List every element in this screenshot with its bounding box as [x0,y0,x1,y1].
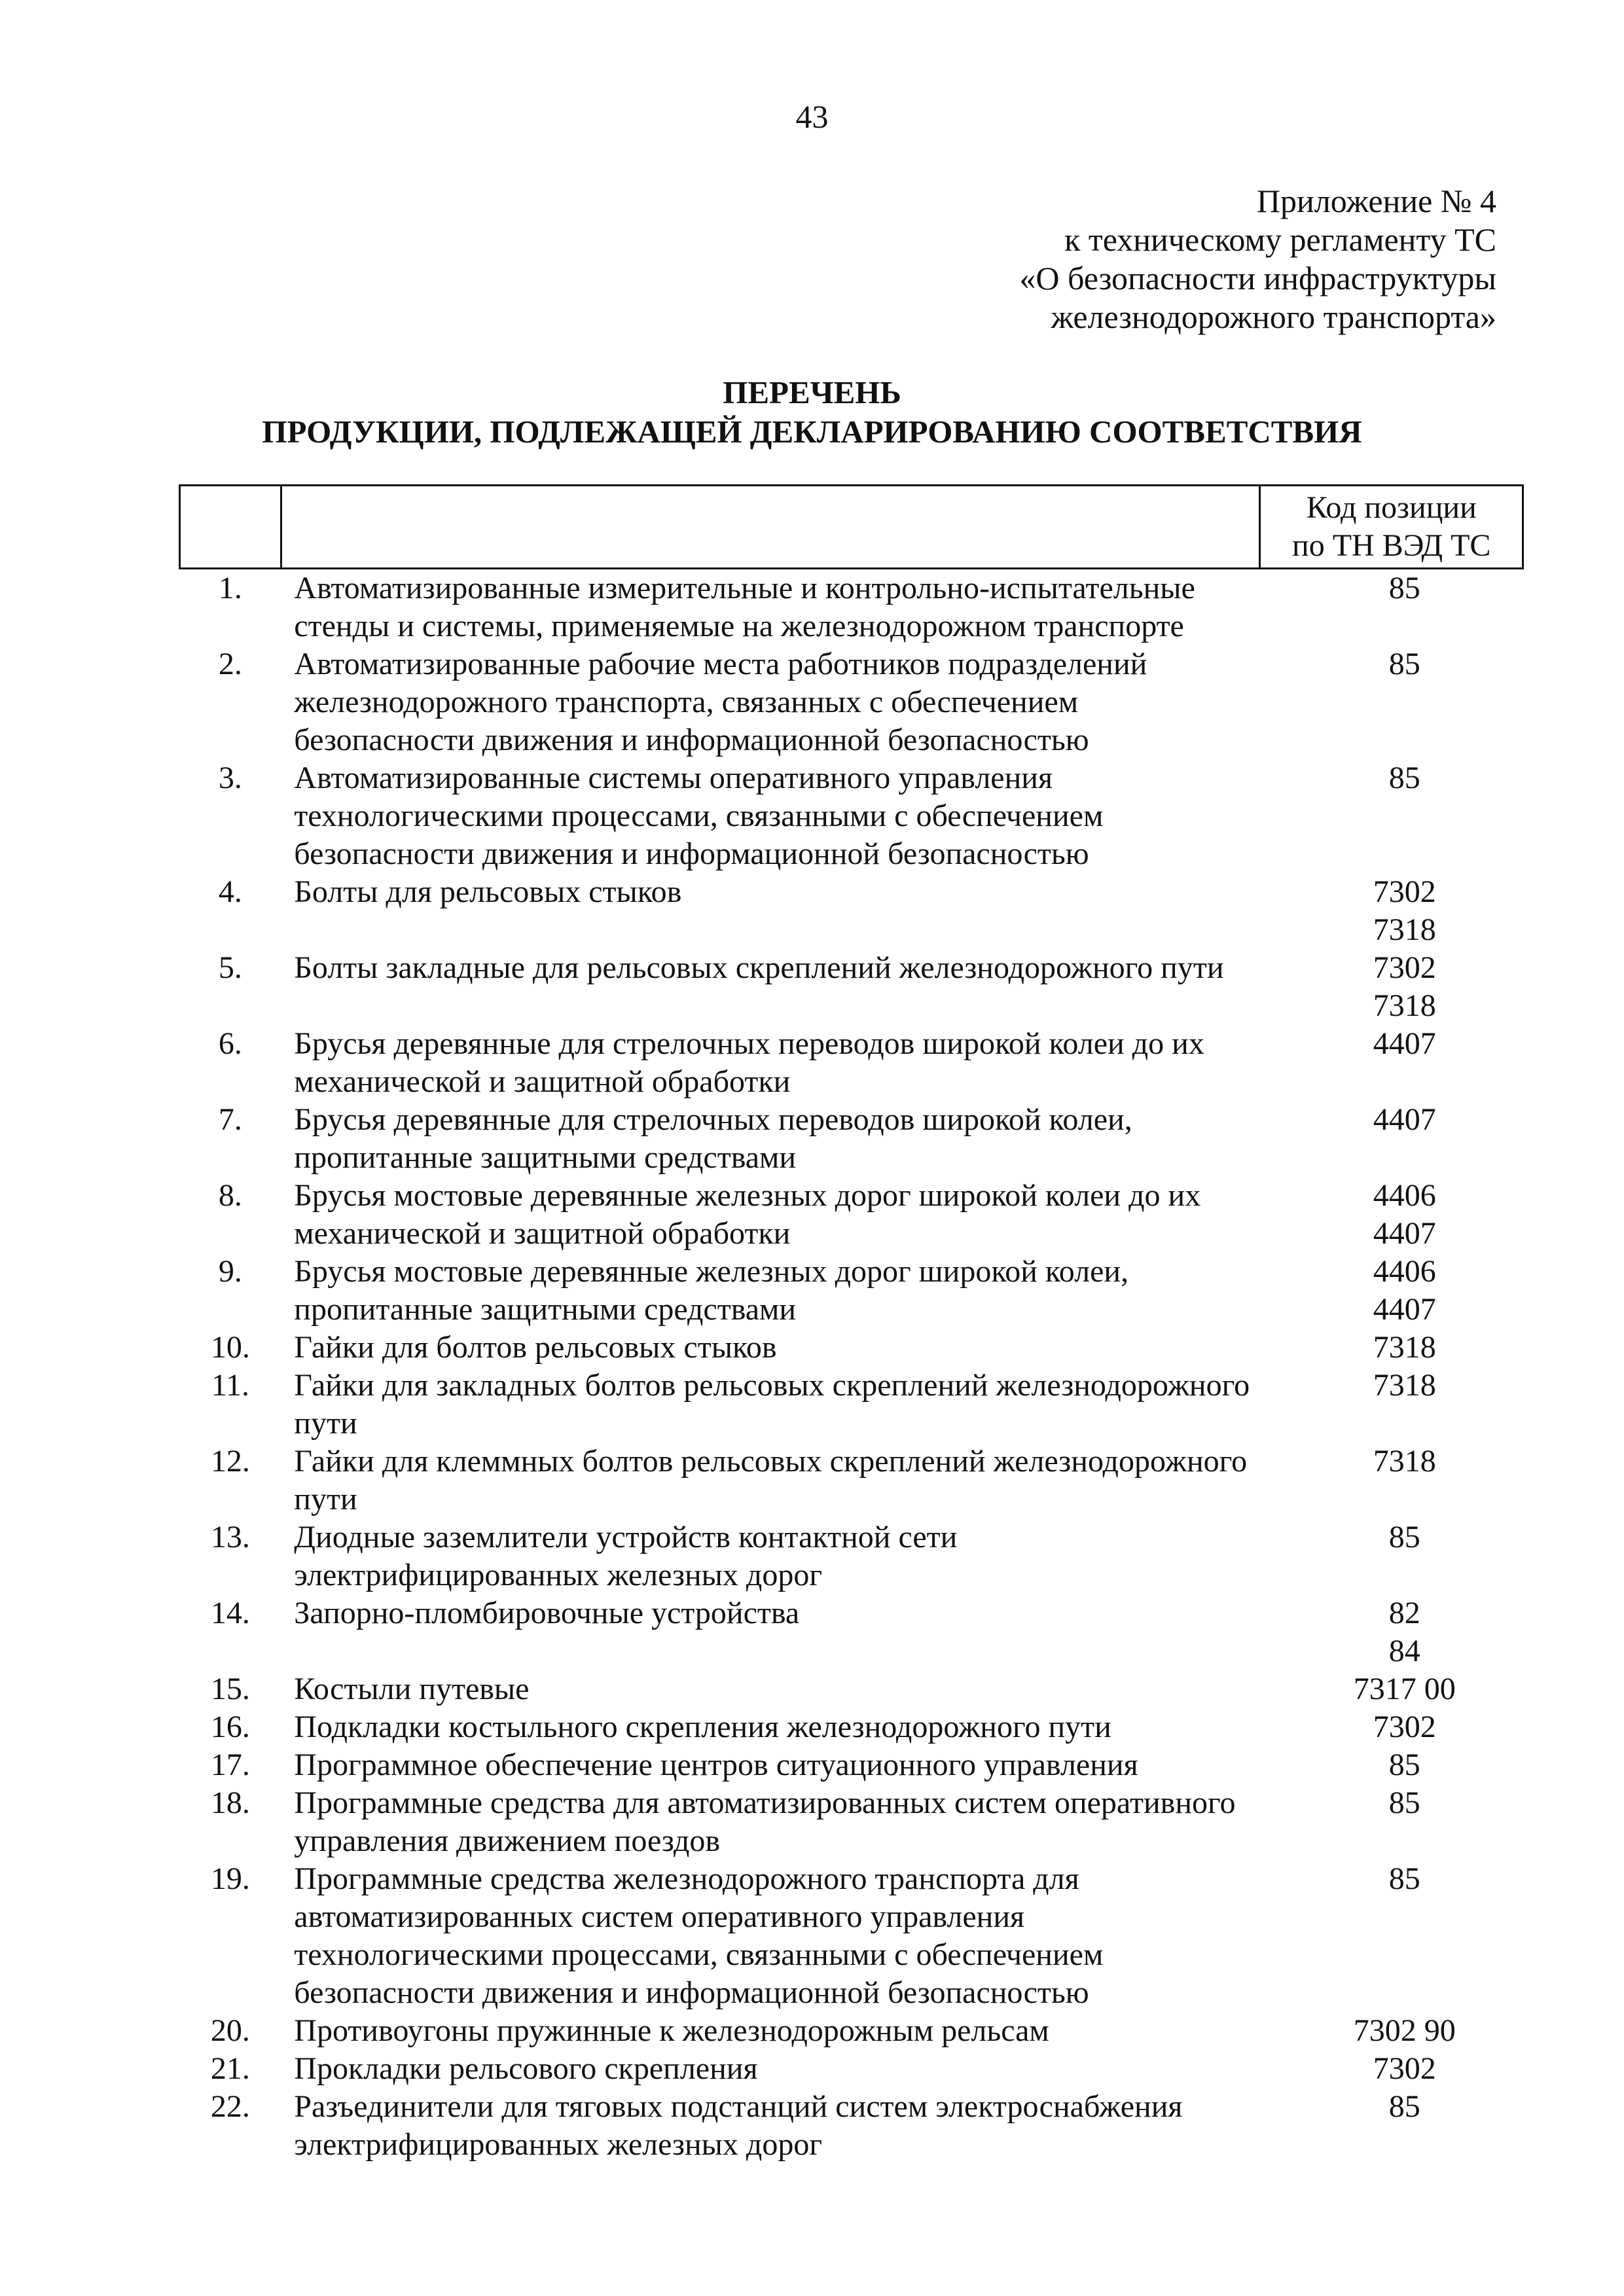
tnved-code: 85 [1388,647,1420,681]
tnved-code: 85 [1388,2089,1420,2124]
appendix-line: железнодорожного транспорта» [1051,298,1496,335]
row-number: 20. [210,2013,250,2048]
tnved-code-cell [1260,1101,1523,1177]
tnved-code-cell [1260,1708,1523,1746]
tnved-code: 7317 00 [1353,1672,1456,1706]
tnved-code-cell [1260,2088,1523,2164]
row-number: 13. [210,1520,250,1554]
row-number: 2. [218,647,242,681]
tnved-code-cell [1260,873,1523,949]
product-name: Гайки для закладных болтов рельсовых скреплений железнодорожного пути [294,1368,1250,1441]
tnved-code: 85 [1388,1785,1420,1820]
table-row [180,949,1523,1025]
tnved-code: 85 [1388,1520,1420,1554]
product-name: Автоматизированные измерительные и контрольно-испытательные стенды и системы, применяемые на железнодорожном транспорте [294,571,1195,643]
product-name: Автоматизированные рабочие места работников подразделений железнодорожного транспорта, связанных с обеспечением безопасности движения и информационной безопасностью [294,647,1147,757]
product-name: Брусья мостовые деревянные железных дорог широкой колеи, пропитанные защитными средствами [294,1254,1129,1327]
row-number: 6. [218,1026,242,1061]
appendix-line: «О безопасности инфраструктуры [1019,260,1496,296]
page-number: 43 [795,98,829,135]
product-name: Программные средства для автоматизированных систем оперативного управления движением поездов [294,1785,1236,1858]
row-number: 1. [218,571,242,605]
tnved-code: 4407 [1373,1102,1436,1137]
tnved-code-cell [1260,1443,1523,1518]
tnved-code-cell [1260,759,1523,873]
table-row [180,645,1523,759]
tnved-code: 7302 [1373,874,1436,909]
header-code-cell [1260,486,1523,569]
table-row [180,759,1523,873]
tnved-code: 7318 [1373,912,1436,947]
tnved-code-cell [1260,1746,1523,1784]
tnved-code: 85 [1388,761,1420,795]
table-row [180,1177,1523,1253]
product-name: Запорно-пломбировочные устройства [294,1596,800,1630]
title-line-1: ПЕРЕЧЕНЬ [723,374,901,410]
tnved-code: 7318 [1373,1368,1436,1403]
tnved-code: 85 [1388,571,1420,605]
tnved-code: 7302 90 [1353,2013,1456,2048]
tnved-code: 7302 [1373,950,1436,985]
header-number-cell [180,486,281,569]
tnved-code: 7318 [1373,1444,1436,1479]
row-number: 21. [210,2051,250,2086]
row-number: 3. [218,761,242,795]
tnved-code: 4407 [1373,1216,1436,1251]
table-body [180,569,1523,2164]
product-name: Болты закладные для рельсовых скреплений железнодорожного пути [294,950,1224,985]
header-code-line-1: Код позиции [1306,490,1477,525]
tnved-code-cell [1260,1177,1523,1253]
product-name: Брусья деревянные для стрелочных переводов широкой колеи до их механической и защитной обработки [294,1026,1204,1099]
appendix-reference [1019,182,1496,336]
product-list-table [179,484,1524,2164]
product-name: Подкладки костыльного скрепления железнодорожного пути [294,1710,1111,1744]
row-number: 4. [218,874,242,909]
tnved-code: 84 [1388,1634,1420,1668]
tnved-code: 7318 [1373,1330,1436,1365]
product-name: Прокладки рельсового скрепления [294,2051,758,2086]
tnved-code-cell [1260,1329,1523,1367]
table-row [180,1594,1523,1670]
product-name: Автоматизированные системы оперативного управления технологическими процессами, связанными с обеспечением безопасности движения и информационной безопасностью [294,761,1104,871]
tnved-code: 4406 [1373,1178,1436,1213]
row-number: 18. [210,1785,250,1820]
table-row [180,2012,1523,2050]
table-row [180,1253,1523,1329]
appendix-line: Приложение № 4 [1256,183,1496,219]
product-name: Гайки для болтов рельсовых стыков [294,1330,777,1365]
row-number: 11. [211,1368,249,1403]
product-name: Брусья деревянные для стрелочных переводов широкой колеи, пропитанные защитными средствами [294,1102,1132,1175]
table-row [180,1443,1523,1518]
tnved-code-cell [1260,949,1523,1025]
table-row [180,1101,1523,1177]
product-name: Костыли путевые [294,1672,530,1706]
tnved-code-cell [1260,645,1523,759]
tnved-code-cell [1260,1594,1523,1670]
table-header-row [180,486,1523,569]
tnved-code: 7302 [1373,1710,1436,1744]
header-name-cell [281,486,1260,569]
tnved-code: 4407 [1373,1026,1436,1061]
table-row [180,1860,1523,2012]
row-number: 5. [218,950,242,985]
table-row [180,1329,1523,1367]
product-name: Противоугоны пружинные к железнодорожным рельсам [294,2013,1049,2048]
table-row [180,1746,1523,1784]
product-name: Гайки для клеммных болтов рельсовых скреплений железнодорожного пути [294,1444,1248,1516]
document-title [0,373,1624,452]
tnved-code: 7318 [1373,988,1436,1023]
row-number: 10. [210,1330,250,1365]
table-row [180,569,1523,646]
table-row [180,873,1523,949]
tnved-code-cell [1260,1253,1523,1329]
header-code-line-2: по ТН ВЭД ТС [1292,528,1491,563]
tnved-code-cell [1260,1670,1523,1708]
product-name: Программное обеспечение центров ситуационного управления [294,1748,1138,1782]
row-number: 17. [210,1748,250,1782]
row-number: 16. [210,1710,250,1744]
product-name: Разъединители для тяговых подстанций систем электроснабжения электрифицированных железных дорог [294,2089,1183,2162]
tnved-code-cell [1260,2050,1523,2088]
tnved-code: 82 [1388,1596,1420,1630]
row-number: 9. [218,1254,242,1289]
tnved-code-cell [1260,1784,1523,1860]
row-number: 8. [218,1178,242,1213]
tnved-code: 7302 [1373,2051,1436,2086]
title-line-2: ПРОДУКЦИИ, ПОДЛЕЖАЩЕЙ ДЕКЛАРИРОВАНИЮ СООТВЕТСТВИЯ [262,414,1362,450]
appendix-line: к техническому регламенту ТС [1064,221,1496,258]
tnved-code: 85 [1388,1861,1420,1896]
product-name: Брусья мостовые деревянные железных дорог широкой колеи до их механической и защитной обработки [294,1178,1201,1251]
table-row [180,1670,1523,1708]
product-name: Программные средства железнодорожного транспорта для автоматизированных систем оперативного управления технологическими процессами, связанными с обеспечением безопасности движения и информационной безопасностью [294,1861,1104,2010]
table-row [180,1518,1523,1594]
tnved-code: 85 [1388,1748,1420,1782]
row-number: 15. [210,1672,250,1706]
table-row [180,1708,1523,1746]
tnved-code-cell [1260,1367,1523,1443]
product-name: Диодные заземлители устройств контактной сети электрифицированных железных дорог [294,1520,958,1592]
tnved-code-cell [1260,1025,1523,1101]
table-row [180,2050,1523,2088]
tnved-code-cell [1260,1860,1523,2012]
tnved-code: 4407 [1373,1292,1436,1327]
row-number: 7. [218,1102,242,1137]
table-row [180,1367,1523,1443]
row-number: 12. [210,1444,250,1479]
row-number: 19. [210,1861,250,1896]
product-name: Болты для рельсовых стыков [294,874,682,909]
table-row [180,1784,1523,1860]
table-row [180,1025,1523,1101]
tnved-code-cell [1260,1518,1523,1594]
row-number: 14. [210,1596,250,1630]
table-row [180,2088,1523,2164]
tnved-code: 4406 [1373,1254,1436,1289]
tnved-code-cell [1260,569,1523,646]
row-number: 22. [210,2089,250,2124]
tnved-code-cell [1260,2012,1523,2050]
